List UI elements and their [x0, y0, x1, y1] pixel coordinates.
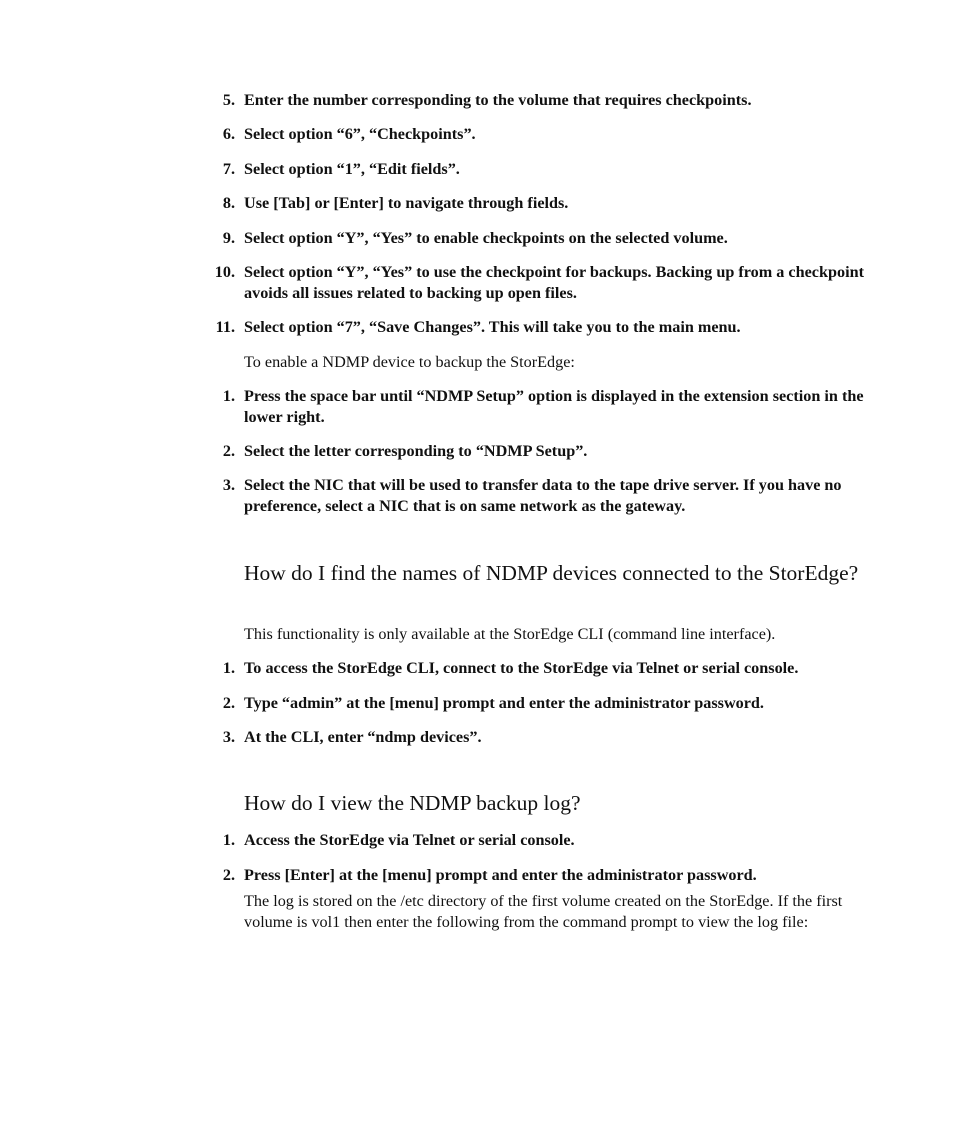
- step-text: Select option “Y”, “Yes” to use the checkpoint for backups. Backing up from a checkpoint avoids all issues related to backing up open files.: [244, 263, 864, 302]
- step-text: At the CLI, enter “ndmp devices”.: [244, 728, 482, 746]
- step-number: 3.: [222, 476, 235, 494]
- step-number: 2.: [222, 442, 235, 460]
- step-text: Use [Tab] or [Enter] to navigate through fields.: [244, 194, 569, 212]
- step-number: 3.: [222, 728, 235, 746]
- step-text: Select the NIC that will be used to transfer data to the tape drive server. If you have no preference, select a NIC that is on same network as the gateway.: [244, 476, 842, 515]
- step-text: To access the StorEdge CLI, connect to the StorEdge via Telnet or serial console.: [244, 659, 799, 677]
- step-text: Select option “6”, “Checkpoints”.: [244, 125, 476, 143]
- step-number: 2.: [222, 866, 235, 884]
- step-text: Access the StorEdge via Telnet or serial console.: [244, 831, 575, 849]
- step-number: 10.: [214, 263, 235, 281]
- section-heading: How do I view the NDMP backup log?: [244, 791, 581, 815]
- step-text: Enter the number corresponding to the volume that requires checkpoints.: [244, 91, 752, 109]
- step-number: 1.: [222, 659, 235, 677]
- step-text: Select option “1”, “Edit fields”.: [244, 160, 460, 178]
- step-number: 6.: [222, 125, 235, 143]
- step-number: 8.: [222, 194, 235, 212]
- log-location-note: The log is stored on the /etc directory of the first volume created on the StorEdge. If the first volume is vol1 then enter the following from the command prompt to view the log file:: [244, 892, 843, 931]
- step-number: 1.: [222, 831, 235, 849]
- section-heading: How do I find the names of NDMP devices connected to the StorEdge?: [244, 561, 859, 585]
- step-number: 1.: [222, 387, 235, 405]
- step-number: 11.: [215, 318, 235, 336]
- step-text: Select the letter corresponding to “NDMP Setup”.: [244, 442, 588, 460]
- step-text: Select option “Y”, “Yes” to enable checkpoints on the selected volume.: [244, 229, 728, 247]
- intro-paragraph: To enable a NDMP device to backup the StorEdge:: [244, 353, 575, 371]
- step-number: 2.: [222, 694, 235, 712]
- step-number: 7.: [222, 160, 235, 178]
- step-text: Select option “7”, “Save Changes”. This will take you to the main menu.: [244, 318, 741, 336]
- step-number: 5.: [222, 91, 235, 109]
- section-intro: This functionality is only available at the StorEdge CLI (command line interface).: [244, 625, 776, 643]
- step-text: Type “admin” at the [menu] prompt and enter the administrator password.: [244, 694, 764, 712]
- step-text: Press the space bar until “NDMP Setup” option is displayed in the extension section in the lower right.: [244, 387, 864, 426]
- step-number: 9.: [222, 229, 235, 247]
- step-text: Press [Enter] at the [menu] prompt and enter the administrator password.: [244, 866, 757, 884]
